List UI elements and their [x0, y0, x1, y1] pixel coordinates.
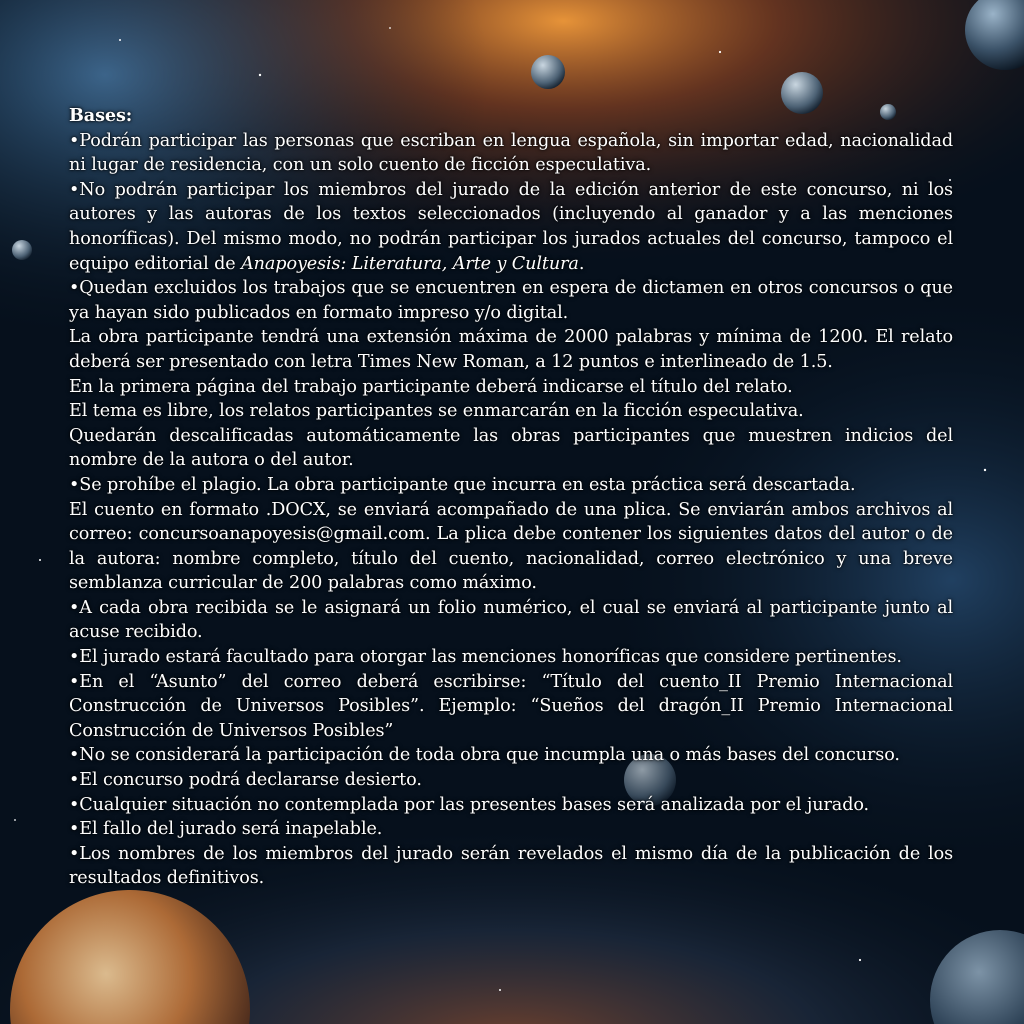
- rule-email-subject: •En el “Asunto” del correo deberá escribirse: “Título del cuento_II Premio Internacional Construcción de Universos Posibles”. Ejemplo: “Sueños del dragón_II Premio Internacional Construcción de Universos Posibles”: [69, 671, 953, 741]
- rules-heading: Bases:: [69, 105, 133, 126]
- planet-left-edge: [12, 240, 32, 260]
- rule-length-format: La obra participante tendrá una extensión máxima de 2000 palabras y mínima de 1200. El relato deberá ser presentado con letra Times New Roman, a 12 puntos e interlineado de 1.5.: [69, 327, 953, 372]
- rule-submission: El cuento en formato .DOCX, se enviará acompañado de una plica. Se enviarán ambos archivos al correo: concursoanapoyesis@gmail.com. La plica debe contener los siguientes datos del autor o de la autora: nombre completo, título del cuento, nacionalidad, correo electrónico y una breve semblanza curricular de 200 palabras como máximo.: [69, 499, 953, 594]
- contest-rules-document: [69, 104, 953, 891]
- rule-unforeseen: •Cualquier situación no contemplada por las presentes bases será analizada por el jurado.: [69, 794, 870, 815]
- planet-top-center: [531, 55, 565, 89]
- rule-noncompliance: •No se considerará la participación de toda obra que incumpla una o más bases del concurso.: [69, 745, 900, 766]
- rule-title-first-page: En la primera página del trabajo participante deberá indicarse el título del relato.: [69, 376, 793, 397]
- rule-plagiarism: •Se prohíbe el plagio. La obra participante que incurra en esta práctica será descartada.: [69, 474, 856, 495]
- journal-title: Anapoyesis: Literatura, Arte y Cultura: [241, 253, 579, 274]
- rule-exclusions-end: .: [578, 253, 585, 274]
- rule-void-contest: •El concurso podrá declararse desierto.: [69, 770, 422, 791]
- rule-unpublished: •Quedan excluidos los trabajos que se encuentren en espera de dictamen en otros concursos o que ya hayan sido publicados en formato impreso y/o digital.: [69, 278, 953, 323]
- rule-folio: •A cada obra recibida se le asignará un folio numérico, el cual se enviará al participante junto al acuse recibido.: [69, 597, 953, 643]
- rule-jury-reveal: •Los nombres de los miembros del jurado serán revelados el mismo día de la publicación de los resultados definitivos.: [69, 843, 953, 889]
- rule-honorable-mentions: •El jurado estará facultado para otorgar las menciones honoríficas que considere pertinentes.: [69, 647, 902, 668]
- rule-exclusions: [69, 178, 953, 276]
- rule-final-decision: •El fallo del jurado será inapelable.: [69, 819, 383, 840]
- rule-eligibility: •Podrán participar las personas que escriban en lengua española, sin importar edad, nacionalidad ni lugar de residencia, con un solo cuento de ficción especulativa.: [69, 130, 953, 176]
- rule-exclusions-text: •No podrán participar los miembros del jurado de la edición anterior de este concurso, ni los autores y las autoras de los textos seleccionados (incluyendo al ganador y a las menciones honoríficas). Del mismo modo, no podrán participar los jurados actuales del concurso, tampoco el equipo editorial de: [69, 179, 953, 274]
- rule-anonymity: Quedarán descalificadas automáticamente las obras participantes que muestren indicios del nombre de la autora o del autor.: [69, 425, 953, 471]
- rule-theme: El tema es libre, los relatos participantes se enmarcarán en la ficción especulativa.: [69, 401, 804, 422]
